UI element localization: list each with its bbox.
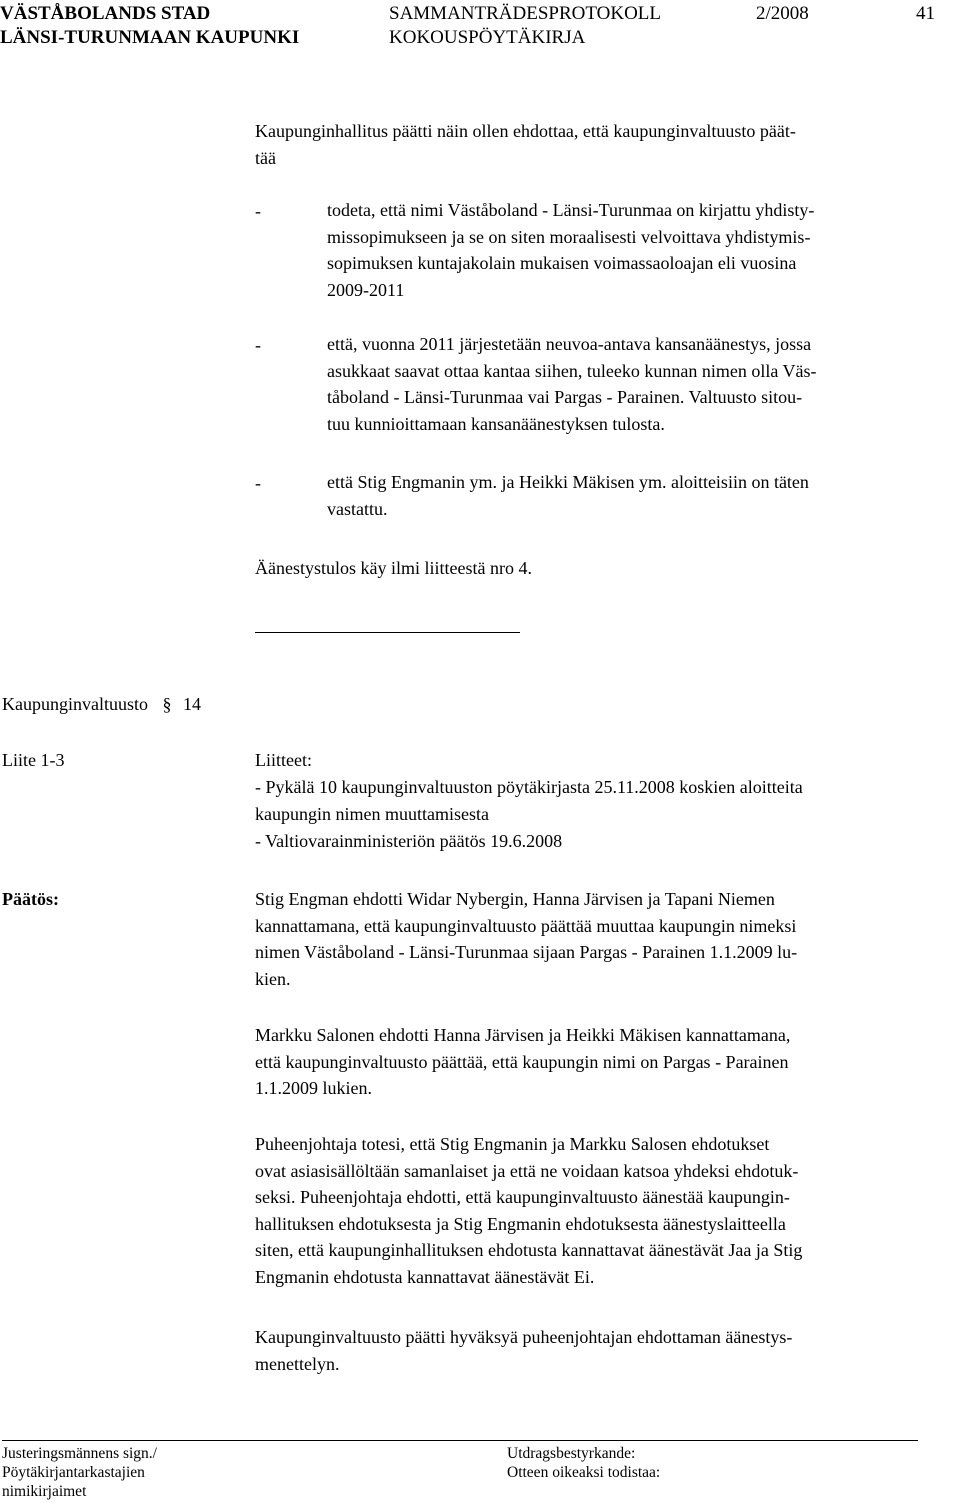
- decision-line: siten, että kaupunginhallituksen ehdotusta kannattavat äänestävät Jaa ja Stig: [255, 1240, 803, 1260]
- attachment-item: - Valtiovarainministeriön päätös 19.6.2008: [255, 831, 563, 851]
- decision-label: Päätös:: [2, 889, 59, 909]
- attachment-item: - Pykälä 10 kaupunginvaltuuston pöytäkirjasta 25.11.2008 koskien aloitteita: [255, 777, 803, 797]
- proposal-line: 2009-2011: [327, 279, 405, 300]
- intro-paragraph: [255, 118, 796, 171]
- decision-line: Stig Engman ehdotti Widar Nybergin, Hanna Järvisen ja Tapani Niemen: [255, 889, 775, 909]
- footer-signature-left: [2, 1444, 157, 1501]
- decision-paragraph: [255, 1022, 790, 1102]
- doc-type-finnish: KOKOUSPÖYTÄKIRJA: [389, 27, 586, 48]
- page-number: 41: [916, 3, 935, 24]
- decision-line: ovat asiasisällöltään samanlaiset ja että ne voidaan katsoa yhdeksi ehdotuk-: [255, 1160, 799, 1181]
- decision-paragraph: [255, 1324, 792, 1377]
- attachment-reference: Liite 1-3: [2, 750, 65, 770]
- decision-line: hallituksen ehdotuksesta ja Stig Engmanin ehdotuksesta äänestyslaitteella: [255, 1213, 786, 1234]
- footer-label: Otteen oikeaksi todistaa:: [507, 1464, 661, 1481]
- proposal-line: vastattu.: [327, 498, 388, 519]
- decision-line: seksi. Puheenjohtaja ehdotti, että kaupunginvaltuusto äänestää kaupungin-: [255, 1187, 790, 1207]
- proposal-dash: -: [255, 473, 261, 493]
- proposal-line: missopimukseen ja se on siten moraalisesti velvoittava yhdistymis-: [327, 226, 811, 247]
- proposal-line: että Stig Engmanin ym. ja Heikki Mäkisen ym. aloitteisiin on täten: [327, 472, 809, 492]
- footer-label: Utdragsbestyrkande:: [507, 1445, 636, 1462]
- footer-rule: [2, 1440, 918, 1441]
- decision-line: menettelyn.: [255, 1353, 340, 1374]
- section-number: 14: [183, 694, 201, 714]
- doc-type-swedish: SAMMANTRÄDESPROTOKOLL: [389, 3, 662, 24]
- decision-line: Markku Salonen ehdotti Hanna Järvisen ja Heikki Mäkisen kannattamana,: [255, 1025, 791, 1045]
- footer-label: Justeringsmännens sign./: [2, 1445, 157, 1462]
- protocol-issue: 2/2008: [756, 3, 809, 24]
- proposal-dash: -: [255, 201, 261, 221]
- org-name-swedish: VÄSTÅBOLANDS STAD: [0, 3, 211, 24]
- attachments-list: [255, 747, 803, 855]
- footer-label: Pöytäkirjantarkastajien: [2, 1464, 145, 1481]
- decision-line: kien.: [255, 968, 291, 989]
- decision-line: Kaupunginvaltuusto päätti hyväksyä puheenjohtajan ehdottaman äänestys-: [255, 1327, 793, 1347]
- decision-line: nimen Väståboland - Länsi-Turunmaa sijaan Pargas - Parainen 1.1.2009 lu-: [255, 942, 798, 962]
- proposal-item: [327, 469, 809, 522]
- decision-line: että kaupunginvaltuusto päättää, että kaupungin nimi on Pargas - Parainen: [255, 1051, 789, 1072]
- proposal-line: todeta, että nimi Väståboland - Länsi-Turunmaa on kirjattu yhdisty-: [327, 200, 815, 220]
- proposal-line: tåboland - Länsi-Turunmaa vai Pargas - Parainen. Valtuusto sitou-: [327, 387, 803, 407]
- decision-paragraph: [255, 886, 797, 992]
- proposal-line: sopimuksen kuntajakolain mukaisen voimassaoloajan eli vuosina: [327, 253, 797, 273]
- attachments-title: Liitteet:: [255, 750, 312, 770]
- proposal-line: tuu kunnioittamaan kansanäänestyksen tulosta.: [327, 413, 665, 434]
- decision-line: Puheenjohtaja totesi, että Stig Engmanin ja Markku Salosen ehdotukset: [255, 1134, 770, 1154]
- proposal-item: [327, 197, 814, 303]
- section-divider: [255, 632, 520, 633]
- intro-line: tää: [255, 147, 276, 168]
- section-body: Kaupunginvaltuusto: [2, 694, 148, 714]
- intro-line: Kaupunginhallitus päätti näin ollen ehdottaa, että kaupunginvaltuusto päät-: [255, 121, 796, 141]
- section-heading: [2, 691, 201, 718]
- vote-result-note: Äänestystulos käy ilmi liitteestä nro 4.: [255, 558, 532, 578]
- proposal-item: [327, 331, 817, 437]
- decision-line: 1.1.2009 lukien.: [255, 1078, 372, 1098]
- proposal-line: asukkaat saavat ottaa kantaa siihen, tuleeko kunnan nimen olla Väs-: [327, 360, 817, 381]
- decision-line: Engmanin ehdotusta kannattavat äänestävät Ei.: [255, 1266, 595, 1287]
- attachment-item: kaupungin nimen muuttamisesta: [255, 804, 489, 824]
- decision-line: kannattamana, että kaupunginvaltuusto päättää muuttaa kaupungin nimeksi: [255, 915, 797, 936]
- paragraph-sign: §: [162, 694, 172, 714]
- proposal-dash: -: [255, 335, 261, 355]
- org-name-finnish: LÄNSI-TURUNMAAN KAUPUNKI: [0, 27, 300, 48]
- footer-label: nimikirjaimet: [2, 1483, 87, 1500]
- decision-paragraph: [255, 1131, 802, 1290]
- proposal-line: että, vuonna 2011 järjestetään neuvoa-antava kansanäänestys, jossa: [327, 334, 812, 354]
- footer-certification-right: [507, 1444, 660, 1482]
